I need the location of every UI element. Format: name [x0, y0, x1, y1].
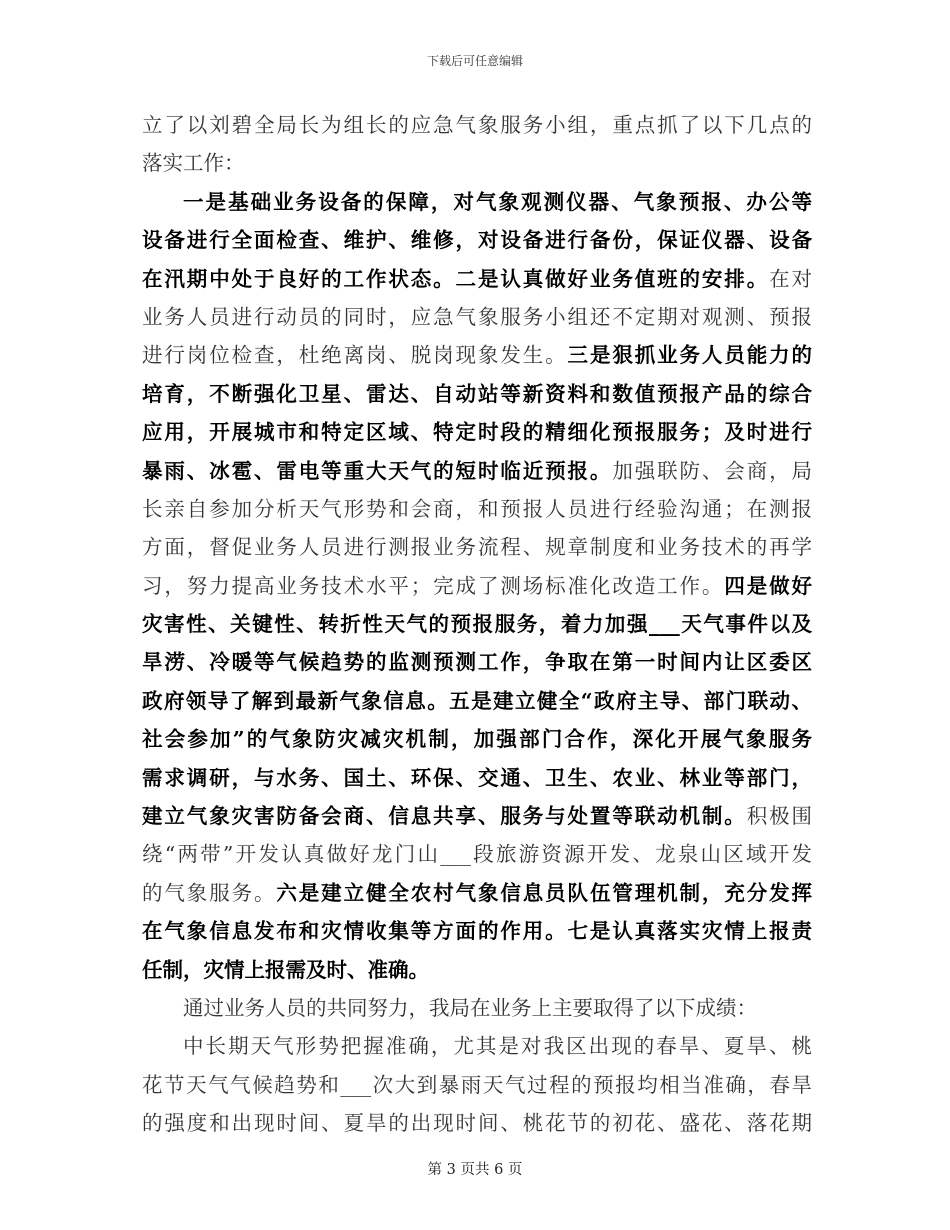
- bold-text: 一是基础业务设备的保障，对气象观测仪器、气象预报、办公等: [183, 189, 812, 214]
- body-text: 通过业务人员的共同努力，我局在业务上主要取得了以下成绩：: [183, 995, 757, 1020]
- body-text: 业务人员进行动员的同时，应急气象服务小组还不定期对观测、预报: [142, 304, 812, 329]
- text-line: [142, 874, 812, 912]
- text-line: [142, 260, 812, 298]
- body-text: 花节天气气候趋势和___次大到暴雨天气过程的预报均相当准确，春旱: [142, 1072, 812, 1097]
- bold-text: 三是狠抓业务人员能力的: [567, 343, 812, 368]
- bold-text: 社会参加”的气象防灾减灾机制，加强部门合作，深化开展气象服务: [142, 727, 812, 752]
- text-line: [142, 605, 812, 643]
- bold-text: 灾害性、关键性、转折性天气的预报服务，着力加强___天气事件以及: [142, 612, 812, 637]
- bold-text: 暴雨、冰雹、雷电等重大天气的短时临近预报。: [142, 458, 613, 483]
- text-line: [142, 413, 812, 451]
- bold-text: 在气象信息发布和灾情收集等方面的作用。七是认真落实灾情上报责: [142, 919, 812, 944]
- page-footer: 第 3 页共 6 页: [427, 1162, 523, 1178]
- bold-text: 政府领导了解到最新气象信息。五是建立健全“政府主导、部门联动、: [142, 688, 812, 713]
- text-line: [142, 336, 812, 374]
- bold-text: 旱涝、冷暖等气候趋势的监测预测工作，争取在第一时间内让区委区: [142, 650, 812, 675]
- text-line: [142, 106, 812, 144]
- text-line: [142, 1027, 812, 1065]
- page-header: 下载后可任意编辑: [426, 54, 523, 68]
- body-text: 在对: [769, 266, 812, 291]
- body-text: 积极围: [746, 804, 812, 829]
- bold-text: 在汛期中处于良好的工作状态。二是认真做好业务值班的安排。: [142, 266, 770, 291]
- text-line: [142, 951, 812, 989]
- body-text: 习，努力提高业务技术水平；完成了测场标准化改造工作。: [142, 573, 725, 598]
- body-text: 进行岗位检查，杜绝离岗、脱岗现象发生。: [142, 343, 568, 368]
- text-line: [142, 912, 812, 950]
- body-text: 的气象服务。: [142, 880, 277, 905]
- text-line: [142, 452, 812, 490]
- text-line: [142, 1104, 812, 1142]
- bold-text: 六是建立健全农村气象信息员队伍管理机制，充分发挥: [276, 880, 812, 905]
- bold-text: 任制，灾情上报需及时、准确。: [142, 957, 429, 982]
- text-line: [142, 1066, 812, 1104]
- text-line: [142, 835, 812, 873]
- text-line: [142, 144, 812, 182]
- body-text: 落实工作：: [142, 151, 245, 176]
- text-line: [142, 643, 812, 681]
- text-line: [142, 375, 812, 413]
- text-line: [142, 528, 812, 566]
- body-text: 立了以刘碧全局长为组长的应急气象服务小组，重点抓了以下几点的: [142, 113, 812, 137]
- body-text: 方面，督促业务人员进行测报业务流程、规章制度和业务技术的再学: [142, 535, 812, 560]
- text-line: [142, 298, 812, 336]
- text-line: [142, 989, 812, 1027]
- document-body: [142, 106, 812, 1143]
- text-line: [142, 759, 812, 797]
- body-text: 中长期天气形势把握准确，尤其是对我区出现的春旱、夏旱、桃: [183, 1034, 812, 1059]
- body-text: 的强度和出现时间、夏旱的出现时间、桃花节的初花、盛花、落花期: [142, 1111, 812, 1136]
- text-line: [142, 797, 812, 835]
- body-text: 绕“两带”开发认真做好龙门山___段旅游资源开发、龙泉山区域开发: [142, 842, 812, 867]
- body-text: 长亲自参加分析天气形势和会商，和预报人员进行经验沟通；在测报: [142, 496, 812, 521]
- bold-text: 四是做好: [724, 573, 812, 598]
- text-line: [142, 221, 812, 259]
- bold-text: 设备进行全面检查、维护、维修，对设备进行备份，保证仪器、设备: [142, 228, 812, 253]
- bold-text: 建立气象灾害防备会商、信息共享、服务与处置等联动机制。: [142, 804, 747, 829]
- bold-text: 应用，开展城市和特定区域、特定时段的精细化预报服务；及时进行: [142, 420, 812, 445]
- text-line: [142, 682, 812, 720]
- body-text: 加强联防、会商，局: [612, 458, 812, 483]
- bold-text: 需求调研，与水务、国土、环保、交通、卫生、农业、林业等部门，: [142, 765, 812, 790]
- text-line: [142, 183, 812, 221]
- text-line: [142, 720, 812, 758]
- text-line: [142, 490, 812, 528]
- bold-text: 培育，不断强化卫星、雷达、自动站等新资料和数值预报产品的综合: [142, 381, 812, 406]
- text-line: [142, 567, 812, 605]
